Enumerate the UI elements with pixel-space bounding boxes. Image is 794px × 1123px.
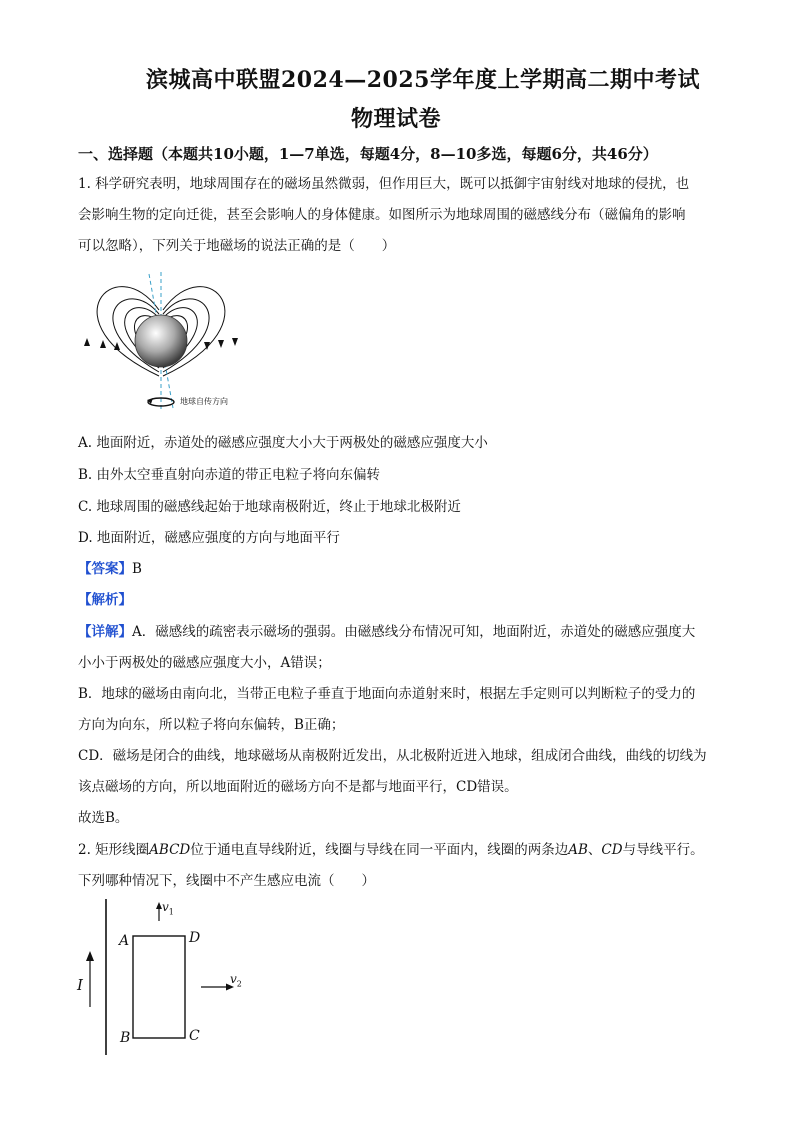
label-v1 — [162, 900, 174, 916]
q2-text: 位于通电直导线附近，线圈与导线在同一平面内，线圈的两条边 — [190, 842, 569, 858]
label-C: C — [189, 1028, 200, 1044]
detail-line: 该点磁场的方向，所以地面附近的磁场方向不是都与地面平行，CD错误。 — [78, 779, 518, 795]
earth-magnetic-field-figure — [75, 268, 255, 418]
analysis-tag: 【解析】 — [78, 592, 132, 608]
detail-line — [78, 620, 695, 640]
detail-line: 小小于两极处的磁感应强度大小，A错误； — [78, 655, 331, 671]
q2-edge-ab: AB — [568, 842, 588, 858]
v1-symbol: v — [162, 900, 169, 914]
page-subtitle: 物理试卷 — [351, 106, 442, 132]
q2-text: 2. 矩形线圈 — [78, 842, 150, 858]
label-B: B — [120, 1030, 131, 1046]
q2-stem-line — [78, 838, 704, 858]
label-I: I — [77, 976, 83, 994]
rectangular-coil — [133, 936, 185, 1038]
answer-value: B — [132, 561, 142, 577]
label-A: A — [119, 933, 130, 949]
q1-option-d: D. 地面附近，磁感应强度的方向与地面平行 — [78, 530, 340, 546]
label-v2 — [230, 972, 242, 988]
v2-symbol: v — [230, 972, 237, 986]
q2-edge-cd: CD — [601, 842, 623, 858]
answer-row — [78, 557, 142, 577]
q1-stem-line: 会影响生物的定向迁徙，甚至会影响人的身体健康。如图所示为地球周围的磁感线分布（磁偏角的影响 — [78, 207, 686, 223]
current-arrow-head — [86, 951, 94, 961]
earth-sphere — [135, 315, 187, 367]
figure-caption: 地球自传方向 — [180, 397, 228, 406]
answer-tag: 【答案】 — [78, 561, 132, 577]
v1-subscript: 1 — [168, 907, 174, 917]
q1-stem-line: 可以忽略），下列关于地磁场的说法正确的是（ ） — [78, 238, 396, 254]
detail-line: B．地球的磁场由南向北，当带正电粒子垂直于地面向赤道射来时，根据左手定则可以判断粒子的受力的 — [78, 686, 696, 702]
detail-line: 故选B。 — [78, 810, 129, 826]
q2-stem-line: 下列哪种情况下，线圈中不产生感应电流（ ） — [78, 873, 375, 889]
label-D: D — [189, 930, 201, 946]
q2-text: 与导线平行。 — [622, 842, 704, 858]
q1-option-c: C. 地球周围的磁感线起始于地球南极附近，终止于地球北极附近 — [78, 499, 461, 515]
q1-option-b: B. 由外太空垂直射向赤道的带正电粒子将向东偏转 — [78, 467, 381, 483]
detail-text: A．磁感线的疏密表示磁场的强弱。由磁感线分布情况可知，地面附近，赤道处的磁感应强度大 — [132, 624, 696, 640]
detail-tag: 【详解】 — [78, 624, 132, 640]
detail-line: CD．磁场是闭合的曲线，地球磁场从南极附近发出，从北极附近进入地球，组成闭合曲线，曲线的切线为 — [78, 748, 707, 764]
analysis-row — [78, 588, 132, 608]
v2-subscript: 2 — [236, 979, 242, 989]
detail-line: 方向为向东，所以粒子将向东偏转，B正确； — [78, 717, 345, 733]
page-title: 滨城高中联盟2024—2025学年度上学期高二期中考试 — [146, 67, 700, 93]
q1-option-a: A. 地面附近，赤道处的磁感应强度大小大于两极处的磁感应强度大小 — [78, 435, 488, 451]
q2-text: 、 — [587, 842, 602, 858]
q1-stem-line: 1. 科学研究表明，地球周围存在的磁场虽然微弱，但作用巨大，既可以抵御宇宙射线对地球的侵扰，也 — [78, 176, 690, 192]
q2-coil-label: ABCD — [149, 842, 191, 858]
section-heading: 一、选择题（本题共10小题，1—7单选，每题4分，8—10多选，每题6分，共46分） — [78, 145, 658, 163]
